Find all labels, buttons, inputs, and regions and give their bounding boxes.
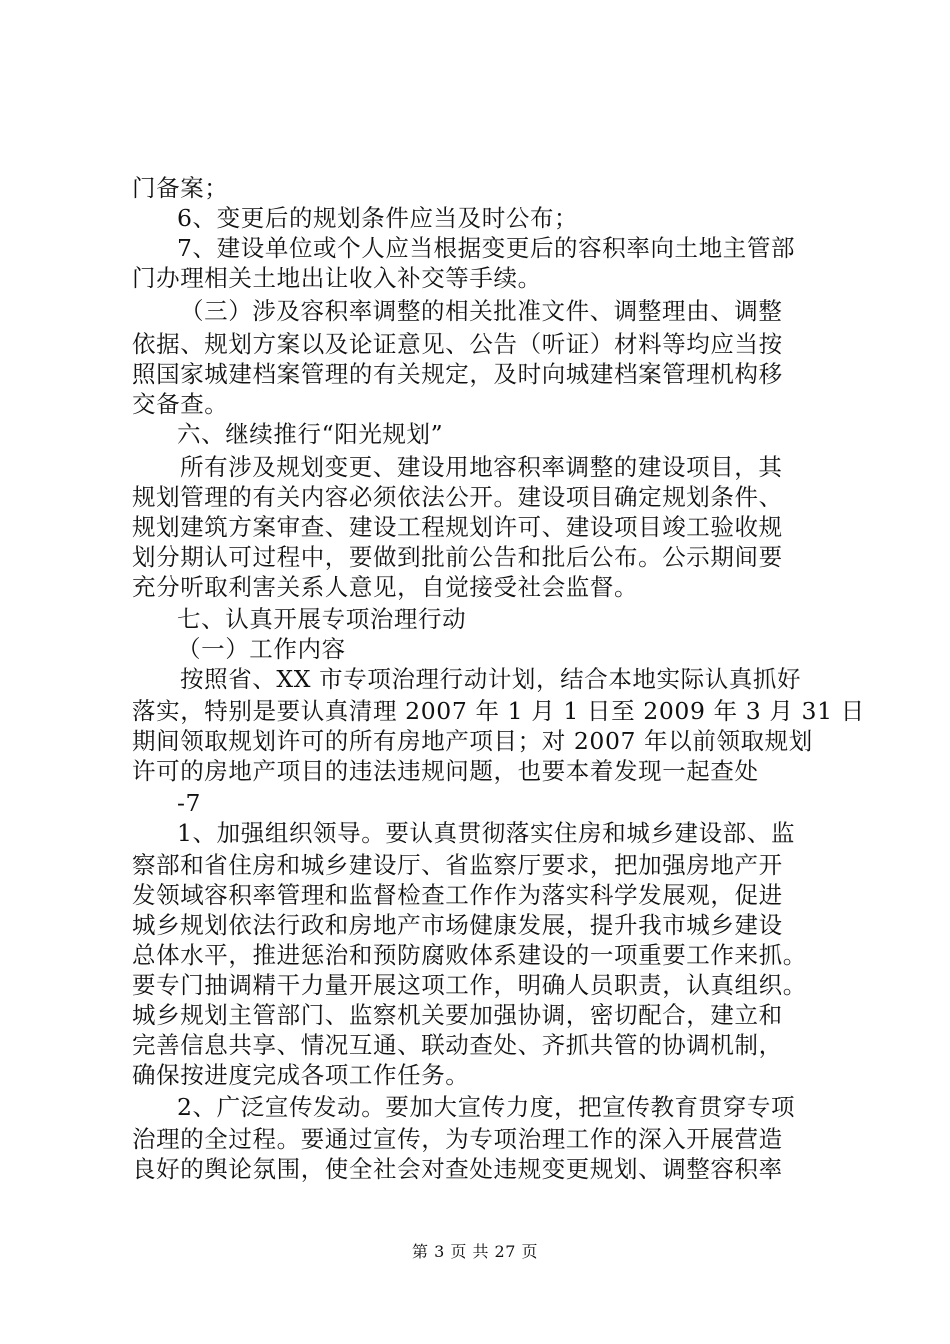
text-line: 确保按进度完成各项工作任务。 xyxy=(132,1061,470,1089)
text-line: 6、变更后的规划条件应当及时公布； xyxy=(177,204,579,232)
text-line: 照国家城建档案管理的有关规定，及时向城建档案管理机构移 xyxy=(132,360,783,388)
text-line: 落实，特别是要认真清理 2007 年 1 月 1 日至 2009 年 3 月 31 日 xyxy=(132,697,865,725)
text-line: 7、建设单位或个人应当根据变更后的容积率向土地主管部 xyxy=(177,234,796,262)
text-line: 划分期认可过程中，要做到批前公告和批后公布。公示期间要 xyxy=(132,543,783,571)
text-line: 六、继续推行“阳光规划” xyxy=(177,420,444,448)
text-line: 交备查。 xyxy=(132,390,229,418)
text-line: 规划管理的有关内容必须依法公开。建设项目确定规划条件、 xyxy=(132,483,783,511)
text-line: 依据、规划方案以及论证意见、公告（听证）材料等均应当按 xyxy=(132,330,783,358)
text-line: 治理的全过程。要通过宣传，为专项治理工作的深入开展营造 xyxy=(132,1125,783,1153)
text-line: 完善信息共享、情况互通、联动查处、齐抓共管的协调机制， xyxy=(132,1031,783,1059)
text-line: 1、加强组织领导。要认真贯彻落实住房和城乡建设部、监 xyxy=(177,819,796,847)
text-line: 察部和省住房和城乡建设厅、省监察厅要求，把加强房地产开 xyxy=(132,851,783,879)
text-line: 城乡规划主管部门、监察机关要加强协调，密切配合，建立和 xyxy=(132,1001,783,1029)
text-line: （三）涉及容积率调整的相关批准文件、调整理由、调整 xyxy=(180,297,783,325)
text-line: 要专门抽调精干力量开展这项工作，明确人员职责，认真组织。 xyxy=(132,971,807,999)
text-line: 良好的舆论氛围，使全社会对查处违规变更规划、调整容积率 xyxy=(132,1155,783,1183)
text-line: 门办理相关土地出让收入补交等手续。 xyxy=(132,264,542,292)
text-line: 七、认真开展专项治理行动 xyxy=(177,605,467,633)
text-line: （一）工作内容 xyxy=(177,635,346,663)
text-line: 规划建筑方案审查、建设工程规划许可、建设项目竣工验收规 xyxy=(132,513,783,541)
page-marker: -7 xyxy=(177,789,202,817)
text-line: 门备案； xyxy=(132,174,229,202)
text-line: 发领域容积率管理和监督检查工作作为落实科学发展观，促进 xyxy=(132,881,783,909)
text-line: 城乡规划依法行政和房地产市场健康发展，提升我市城乡建设 xyxy=(132,911,783,939)
text-line: 期间领取规划许可的所有房地产项目；对 2007 年以前领取规划 xyxy=(132,727,813,755)
text-line: 按照省、XX 市专项治理行动计划，结合本地实际认真抓好 xyxy=(180,665,802,693)
text-line: 2、广泛宣传发动。要加大宣传力度，把宣传教育贯穿专项 xyxy=(177,1093,796,1121)
page-footer: 第 3 页 共 27 页 xyxy=(412,1242,538,1261)
text-line: 充分听取利害关系人意见，自觉接受社会监督。 xyxy=(132,573,639,601)
text-line: 许可的房地产项目的违法违规问题，也要本着发现一起查处 xyxy=(132,757,759,785)
text-line: 总体水平，推进惩治和预防腐败体系建设的一项重要工作来抓。 xyxy=(132,941,807,969)
text-line: 所有涉及规划变更、建设用地容积率调整的建设项目，其 xyxy=(180,453,783,481)
